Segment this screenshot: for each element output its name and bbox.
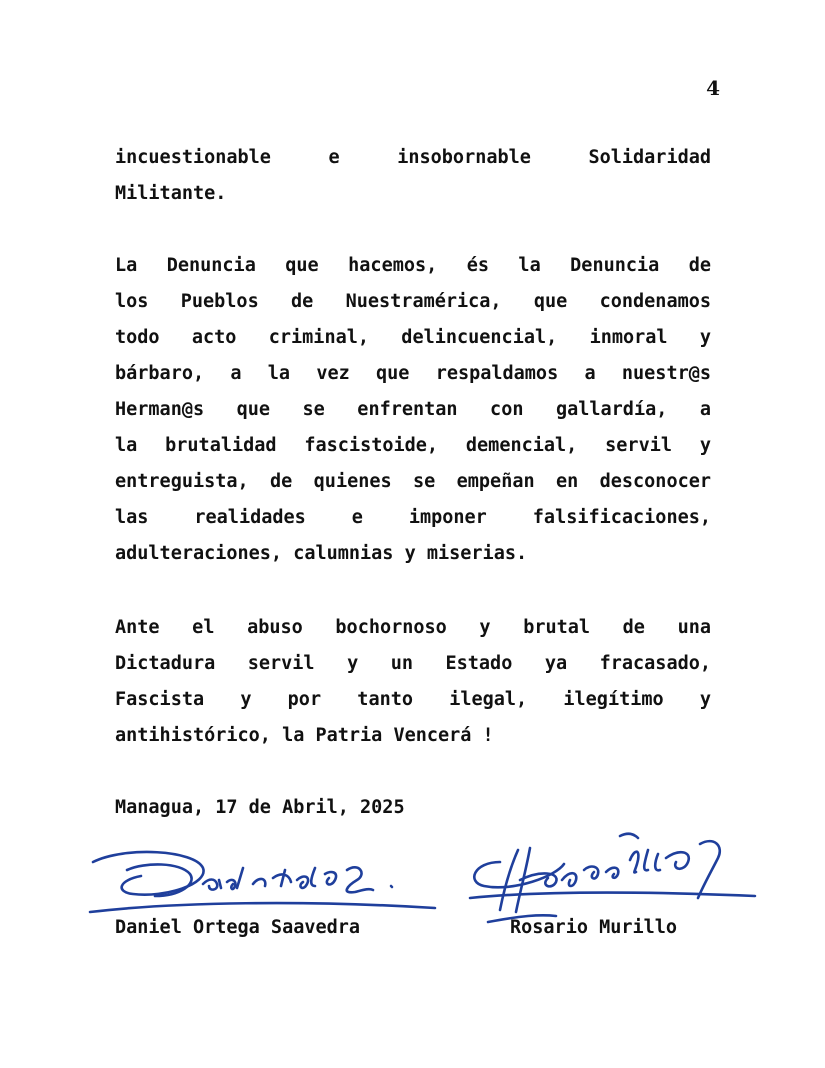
paragraph-line: bárbaro, a la vez que respaldamos a nuestr@s [115,363,711,384]
paragraph-line: Ante el abuso bochornoso y brutal de una [115,617,711,638]
paragraph-line: antihistórico, la Patria Vencerá ! [115,725,494,746]
paragraph-line: Herman@s que se enfrentan con gallardía, a [115,399,711,420]
date-line: Managua, 17 de Abril, 2025 [115,797,405,818]
signatory-name-1: Daniel Ortega Saavedra [115,917,361,938]
paragraph-line: adulteraciones, calumnias y miserias. [115,543,528,564]
paragraph-line: Dictadura servil y un Estado ya fracasado, [115,653,711,674]
paragraph-3 [115,610,711,754]
paragraph-line: Militante. [115,183,227,204]
paragraph-1 [115,140,711,212]
page-number: 4 [706,76,720,100]
signatory-name-2: Rosario Murillo [510,917,678,938]
paragraph-line: las realidades e imponer falsificaciones, [115,507,711,528]
paragraph-line: los Pueblos de Nuestramérica, que condenamos [115,291,711,312]
paragraph-line: la brutalidad fascistoide, demencial, servil y [115,435,711,456]
paragraph-line: Fascista y por tanto ilegal, ilegítimo y [115,689,711,710]
paragraph-line: incuestionable e insobornable Solidaridad [115,147,711,168]
paragraph-2 [115,248,711,572]
paragraph-line: La Denuncia que hacemos, és la Denuncia de [115,255,711,276]
paragraph-line: entreguista, de quienes se empeñan en desconocer [115,471,711,492]
paragraph-line: todo acto criminal, delincuencial, inmoral y [115,327,711,348]
